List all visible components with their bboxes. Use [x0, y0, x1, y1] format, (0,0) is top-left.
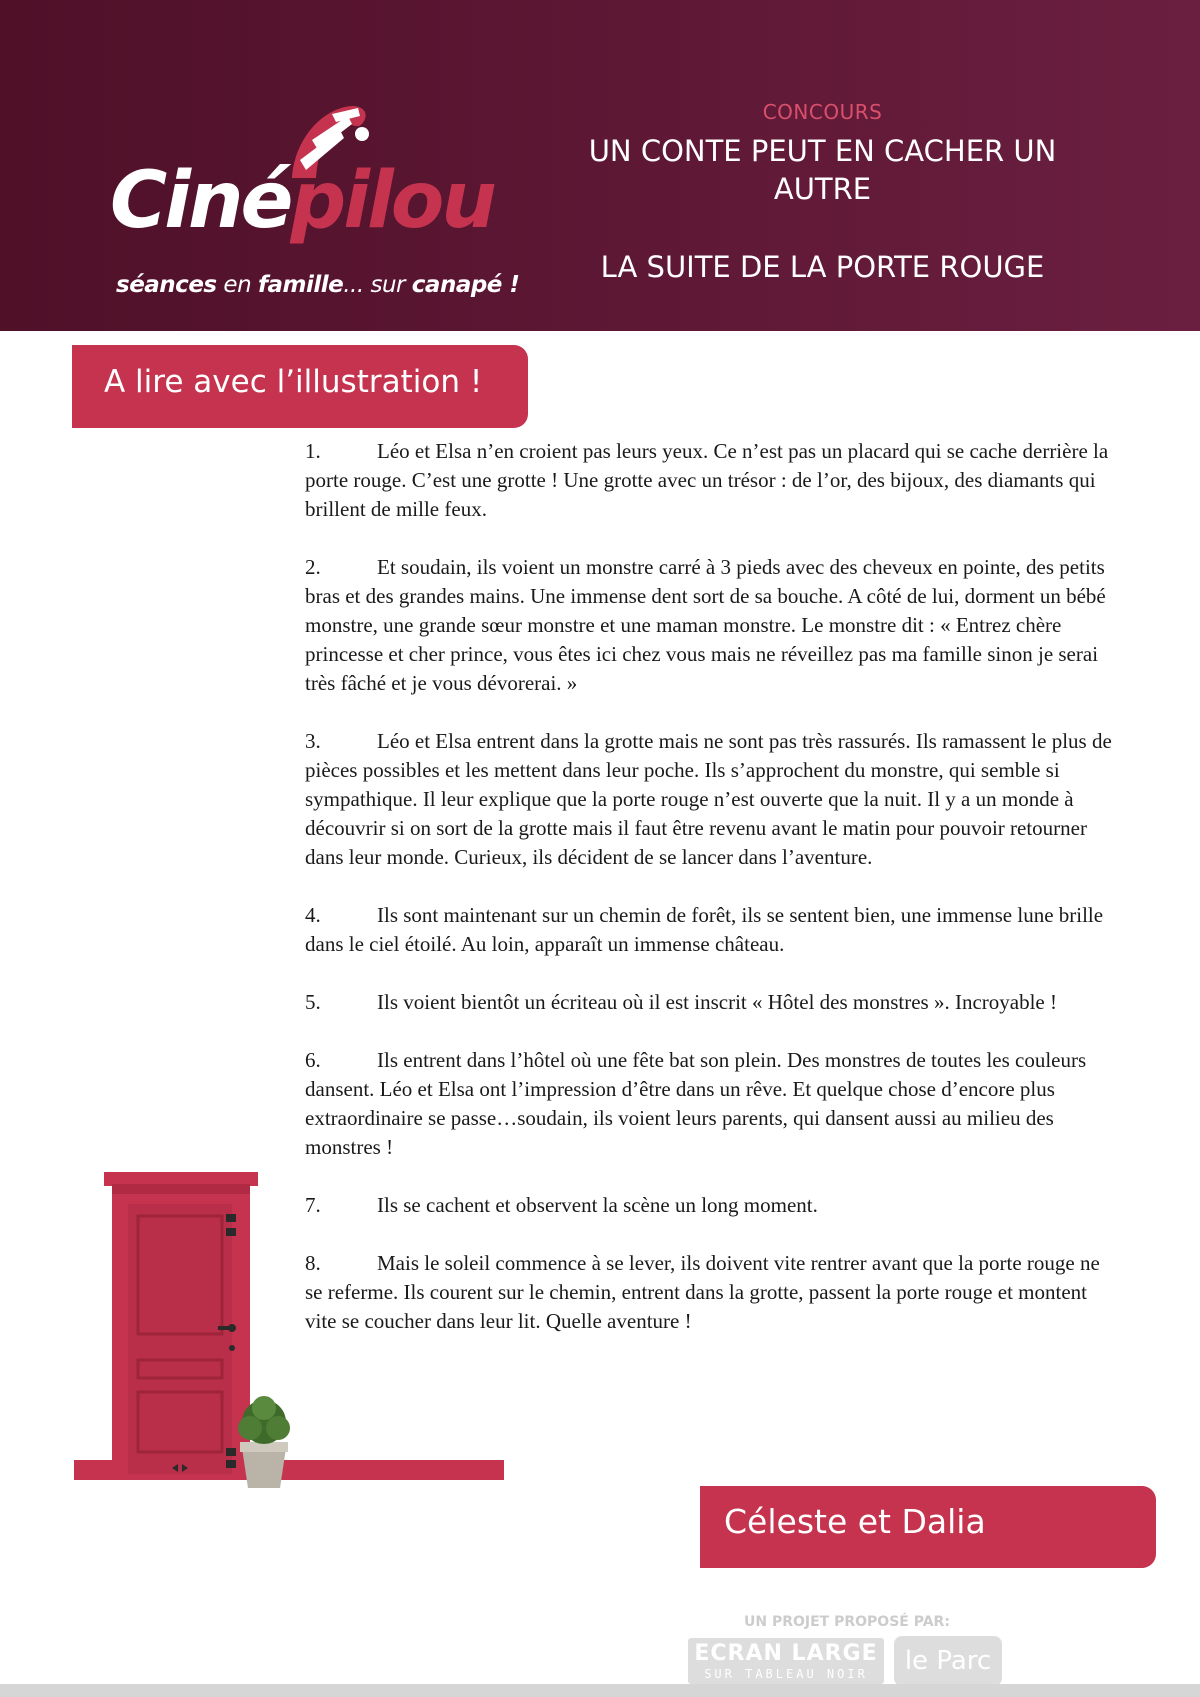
tagline-part: en	[216, 272, 258, 298]
contest-kicker: CONCOURS	[762, 100, 883, 124]
story-paragraph	[305, 437, 1115, 524]
story-paragraph	[305, 553, 1115, 698]
story-paragraph	[305, 1046, 1115, 1162]
paragraph-text: Mais le soleil commence à se lever, ils doivent vite rentrer avant que la porte rouge ne se referme. Ils courent sur le chemin, entrent dans la grotte, passent la porte rouge et montent vite se coucher dans leur lit. Quelle aventure !	[305, 1251, 1100, 1333]
le-parc-logo: le Parc	[894, 1636, 1002, 1686]
tagline-part: ... sur	[343, 272, 412, 298]
paragraph-text: Ils voient bientôt un écriteau où il est inscrit « Hôtel des monstres ». Incroyable !	[377, 990, 1057, 1014]
logo-word-pilou: pilou	[290, 156, 494, 246]
tagline-part: séances	[116, 272, 217, 298]
paragraph-number: 6.	[305, 1048, 321, 1072]
footer-bar	[0, 1684, 1200, 1697]
logo-wordmark	[110, 156, 494, 246]
paragraph-text: Léo et Elsa entrent dans la grotte mais ne sont pas très rassurés. Ils ramassent le plus de pièces possibles et les mettent dans leur poche. Ils s’approchent du monstre, qui semble si sympathique. Il leur explique que la porte rouge n’est ouverte que la nuit. Il y a un monde à découvrir si on sort de la grotte mais il faut être revenu avant le matin pour pouvoir retourner dans leur monde. Curieux, ils décident de se lancer dans l’aventure.	[305, 729, 1112, 869]
tagline-part: canapé !	[411, 272, 520, 298]
paragraph-number: 1.	[305, 439, 321, 463]
paragraph-text: Ils entrent dans l’hôtel où une fête bat son plein. Des monstres de toutes les couleurs dansent. Léo et Elsa ont l’impression d’être dans un rêve. Et quelque chose d’encore plus extraordinaire se passe…soudain, ils voient leurs parents, qui dansent aussi au milieu des monstres !	[305, 1048, 1087, 1159]
tagline-part: famille	[257, 272, 344, 298]
paragraph-text: Léo et Elsa n’en croient pas leurs yeux. Ce n’est pas un placard qui se cache derrière la porte rouge. C’est une grotte ! Une grotte avec un trésor : de l’or, des bijoux, des diamants qui brillent de mille feux.	[305, 439, 1109, 521]
credits-label: UN PROJET PROPOSÉ PAR:	[744, 1614, 950, 1630]
ecran-large-subtitle: SUR TABLEAU NOIR	[704, 1667, 868, 1681]
paragraph-text: Ils sont maintenant sur un chemin de forêt, ils se sentent bien, une immense lune brille dans le ciel étoilé. Au loin, apparaît un immense château.	[305, 903, 1104, 956]
paragraph-number: 8.	[305, 1251, 321, 1275]
cinepilou-logo	[100, 100, 520, 310]
read-with-illustration-banner: A lire avec l’illustration !	[72, 345, 528, 428]
red-door-illustration	[72, 1170, 512, 1490]
partners-credits	[684, 1614, 1004, 1694]
paragraph-number: 3.	[305, 729, 321, 753]
paragraph-number: 4.	[305, 903, 321, 927]
logo-word-cine: Ciné	[110, 156, 291, 246]
paragraph-number: 2.	[305, 555, 321, 579]
header-band	[0, 0, 1200, 331]
paragraph-text: Ils se cachent et observent la scène un long moment.	[377, 1193, 818, 1217]
story-paragraph	[305, 988, 1115, 1017]
contest-heading	[560, 100, 1085, 286]
paragraph-text: Et soudain, ils voient un monstre carré à 3 pieds avec des cheveux en pointe, des petits bras et des grandes mains. Une immense dent sort de sa bouche. A côté de lui, dorment un bébé monstre, une grande sœur monstre et une maman monstre. Le monstre dit : « Entrez chère princesse et cher prince, vous êtes ici chez vous mais ne réveillez pas ma famille sinon je serai très fâché et je vous dévorerai. »	[305, 555, 1106, 695]
ecran-large-title: ECRAN LARGE	[694, 1641, 878, 1666]
story-paragraph	[305, 901, 1115, 959]
contest-subtitle: LA SUITE DE LA PORTE ROUGE	[600, 250, 1045, 284]
contest-title: UN CONTE PEUT EN CACHER UN AUTRE	[588, 134, 1057, 206]
paragraph-number: 5.	[305, 990, 321, 1014]
authors-banner: Céleste et Dalia	[700, 1486, 1156, 1568]
logo-tagline	[116, 272, 519, 298]
ecran-large-logo	[688, 1638, 884, 1684]
story-paragraph	[305, 727, 1115, 872]
red-door-icon	[72, 1170, 512, 1490]
paragraph-number: 7.	[305, 1193, 321, 1217]
